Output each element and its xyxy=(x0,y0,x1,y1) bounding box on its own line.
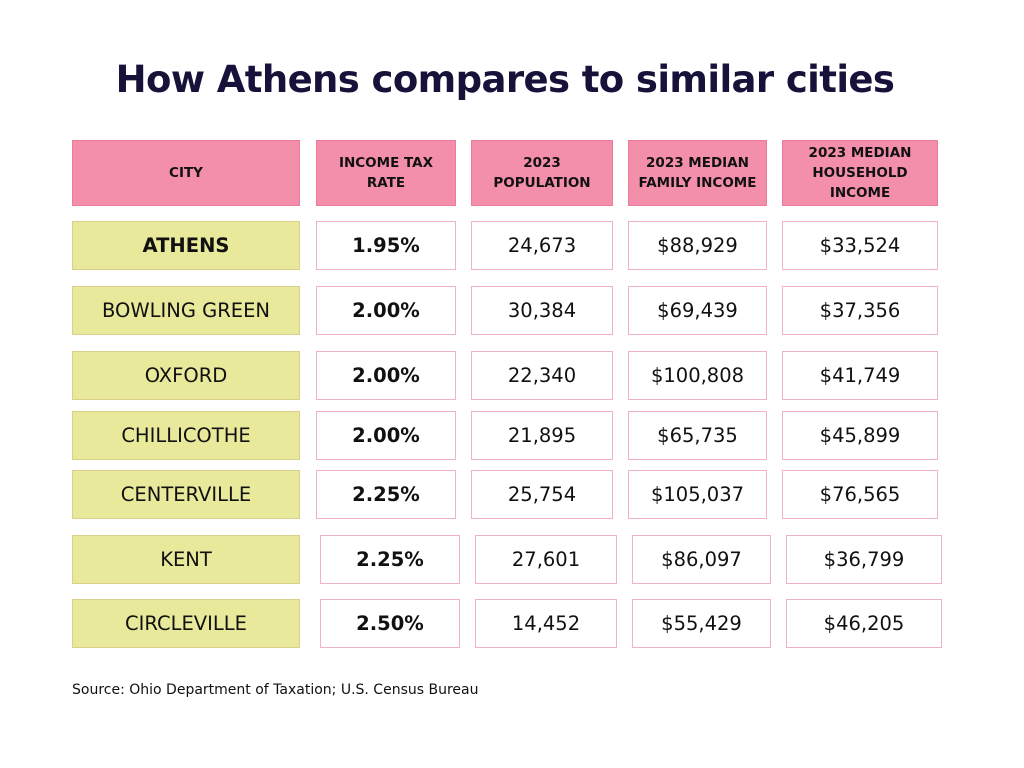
city-cell: CHILLICOTHE xyxy=(72,411,300,460)
table-cell: 30,384 xyxy=(471,286,613,335)
table-cell: 2.25% xyxy=(316,470,456,519)
column-header: INCOME TAX RATE xyxy=(316,140,456,206)
table-cell: 27,601 xyxy=(475,535,617,584)
table-cell: $46,205 xyxy=(786,599,942,648)
city-cell: KENT xyxy=(72,535,300,584)
city-cell: BOWLING GREEN xyxy=(72,286,300,335)
table-cell: $65,735 xyxy=(628,411,767,460)
city-cell: CIRCLEVILLE xyxy=(72,599,300,648)
table-cell: 14,452 xyxy=(475,599,617,648)
page-title: How Athens compares to similar cities xyxy=(115,58,895,101)
table-cell: $76,565 xyxy=(782,470,938,519)
table-cell: 2.25% xyxy=(320,535,460,584)
column-header: 2023 MEDIAN HOUSEHOLD INCOME xyxy=(782,140,938,206)
table-cell: $86,097 xyxy=(632,535,771,584)
table-cell: $69,439 xyxy=(628,286,767,335)
column-header: 2023 MEDIAN FAMILY INCOME xyxy=(628,140,767,206)
table-cell: $100,808 xyxy=(628,351,767,400)
table-cell: 2.00% xyxy=(316,351,456,400)
column-header: 2023 POPULATION xyxy=(471,140,613,206)
table-cell: $41,749 xyxy=(782,351,938,400)
source-note: Source: Ohio Department of Taxation; U.S. Census Bureau xyxy=(72,682,479,698)
table-cell: 24,673 xyxy=(471,221,613,270)
city-cell: ATHENS xyxy=(72,221,300,270)
city-cell: OXFORD xyxy=(72,351,300,400)
table-cell: 22,340 xyxy=(471,351,613,400)
table-cell: $88,929 xyxy=(628,221,767,270)
table-cell: 1.95% xyxy=(316,221,456,270)
city-cell: CENTERVILLE xyxy=(72,470,300,519)
table-cell: $33,524 xyxy=(782,221,938,270)
table-cell: $37,356 xyxy=(782,286,938,335)
table-cell: 2.00% xyxy=(316,411,456,460)
table-cell: $36,799 xyxy=(786,535,942,584)
table-cell: $105,037 xyxy=(628,470,767,519)
table-cell: 2.50% xyxy=(320,599,460,648)
table-cell: 21,895 xyxy=(471,411,613,460)
column-header: CITY xyxy=(72,140,300,206)
table-cell: $45,899 xyxy=(782,411,938,460)
table-cell: $55,429 xyxy=(632,599,771,648)
table-cell: 2.00% xyxy=(316,286,456,335)
table-cell: 25,754 xyxy=(471,470,613,519)
